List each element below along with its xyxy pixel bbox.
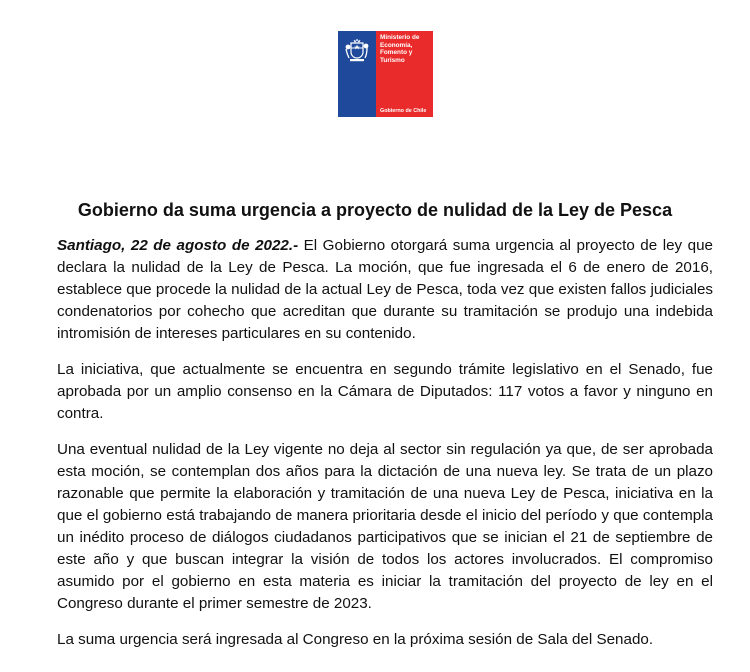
paragraph-4: La suma urgencia será ingresada al Congreso en la próxima sesión de Sala del Senado. xyxy=(57,631,654,648)
government-label: Gobierno de Chile xyxy=(380,108,427,114)
logo-red-panel xyxy=(376,31,433,117)
dateline: Santiago, 22 de agosto de 2022.- xyxy=(57,237,299,254)
paragraph-3: Una eventual nulidad de la Ley vigente no deja al sector sin regulación ya que, de ser aprobada esta moción, se contemplan dos años para la dictación de una nueva ley. Se trata de un plazo razonable que permite la elaboración y tramitación de una nueva Ley de Pesca, iniciativa en la que el gobierno está trabajando de manera prioritaria desde el inicio del período y que contempla un inédito proceso de diálogos ciudadanos participativos que se inician el 21 de septiembre de este año y que buscan integrar la visión de todos los actores involucrados. El compromiso asumido por el gobierno en esta materia es iniciar la tramitación del proyecto de ley en el Congreso durante el primer semestre de 2023. xyxy=(57,441,713,612)
paragraph-1-text: El Gobierno otorgará suma urgencia al proyecto de ley que declara la nulidad de la Ley de Pesca. La moción, que fue ingresada el 6 de enero de 2016, establece que procede la nulidad de la actual Ley de Pesca, toda vez que existen fallos judiciales condenatorios por cohecho que acreditan que durante su tramitación se produjo una indebida intromisión de intereses particulares en su contenido. xyxy=(57,237,713,342)
ministry-logo xyxy=(338,31,433,117)
press-release-body xyxy=(57,235,713,665)
press-release-title: Gobierno da suma urgencia a proyecto de nulidad de la Ley de Pesca xyxy=(77,200,673,220)
paragraph-2: La iniciativa, que actualmente se encuentra en segundo trámite legislativo en el Senado, fue aprobada por un amplio consenso en la Cámara de Diputados: 117 votos a favor y ninguno en contra. xyxy=(57,361,713,422)
chile-coat-of-arms-icon xyxy=(344,37,370,63)
ministry-name: Ministerio de Economía, Fomento y Turismo xyxy=(380,34,420,64)
logo-blue-panel xyxy=(338,31,376,117)
paragraph-1 xyxy=(57,235,713,345)
